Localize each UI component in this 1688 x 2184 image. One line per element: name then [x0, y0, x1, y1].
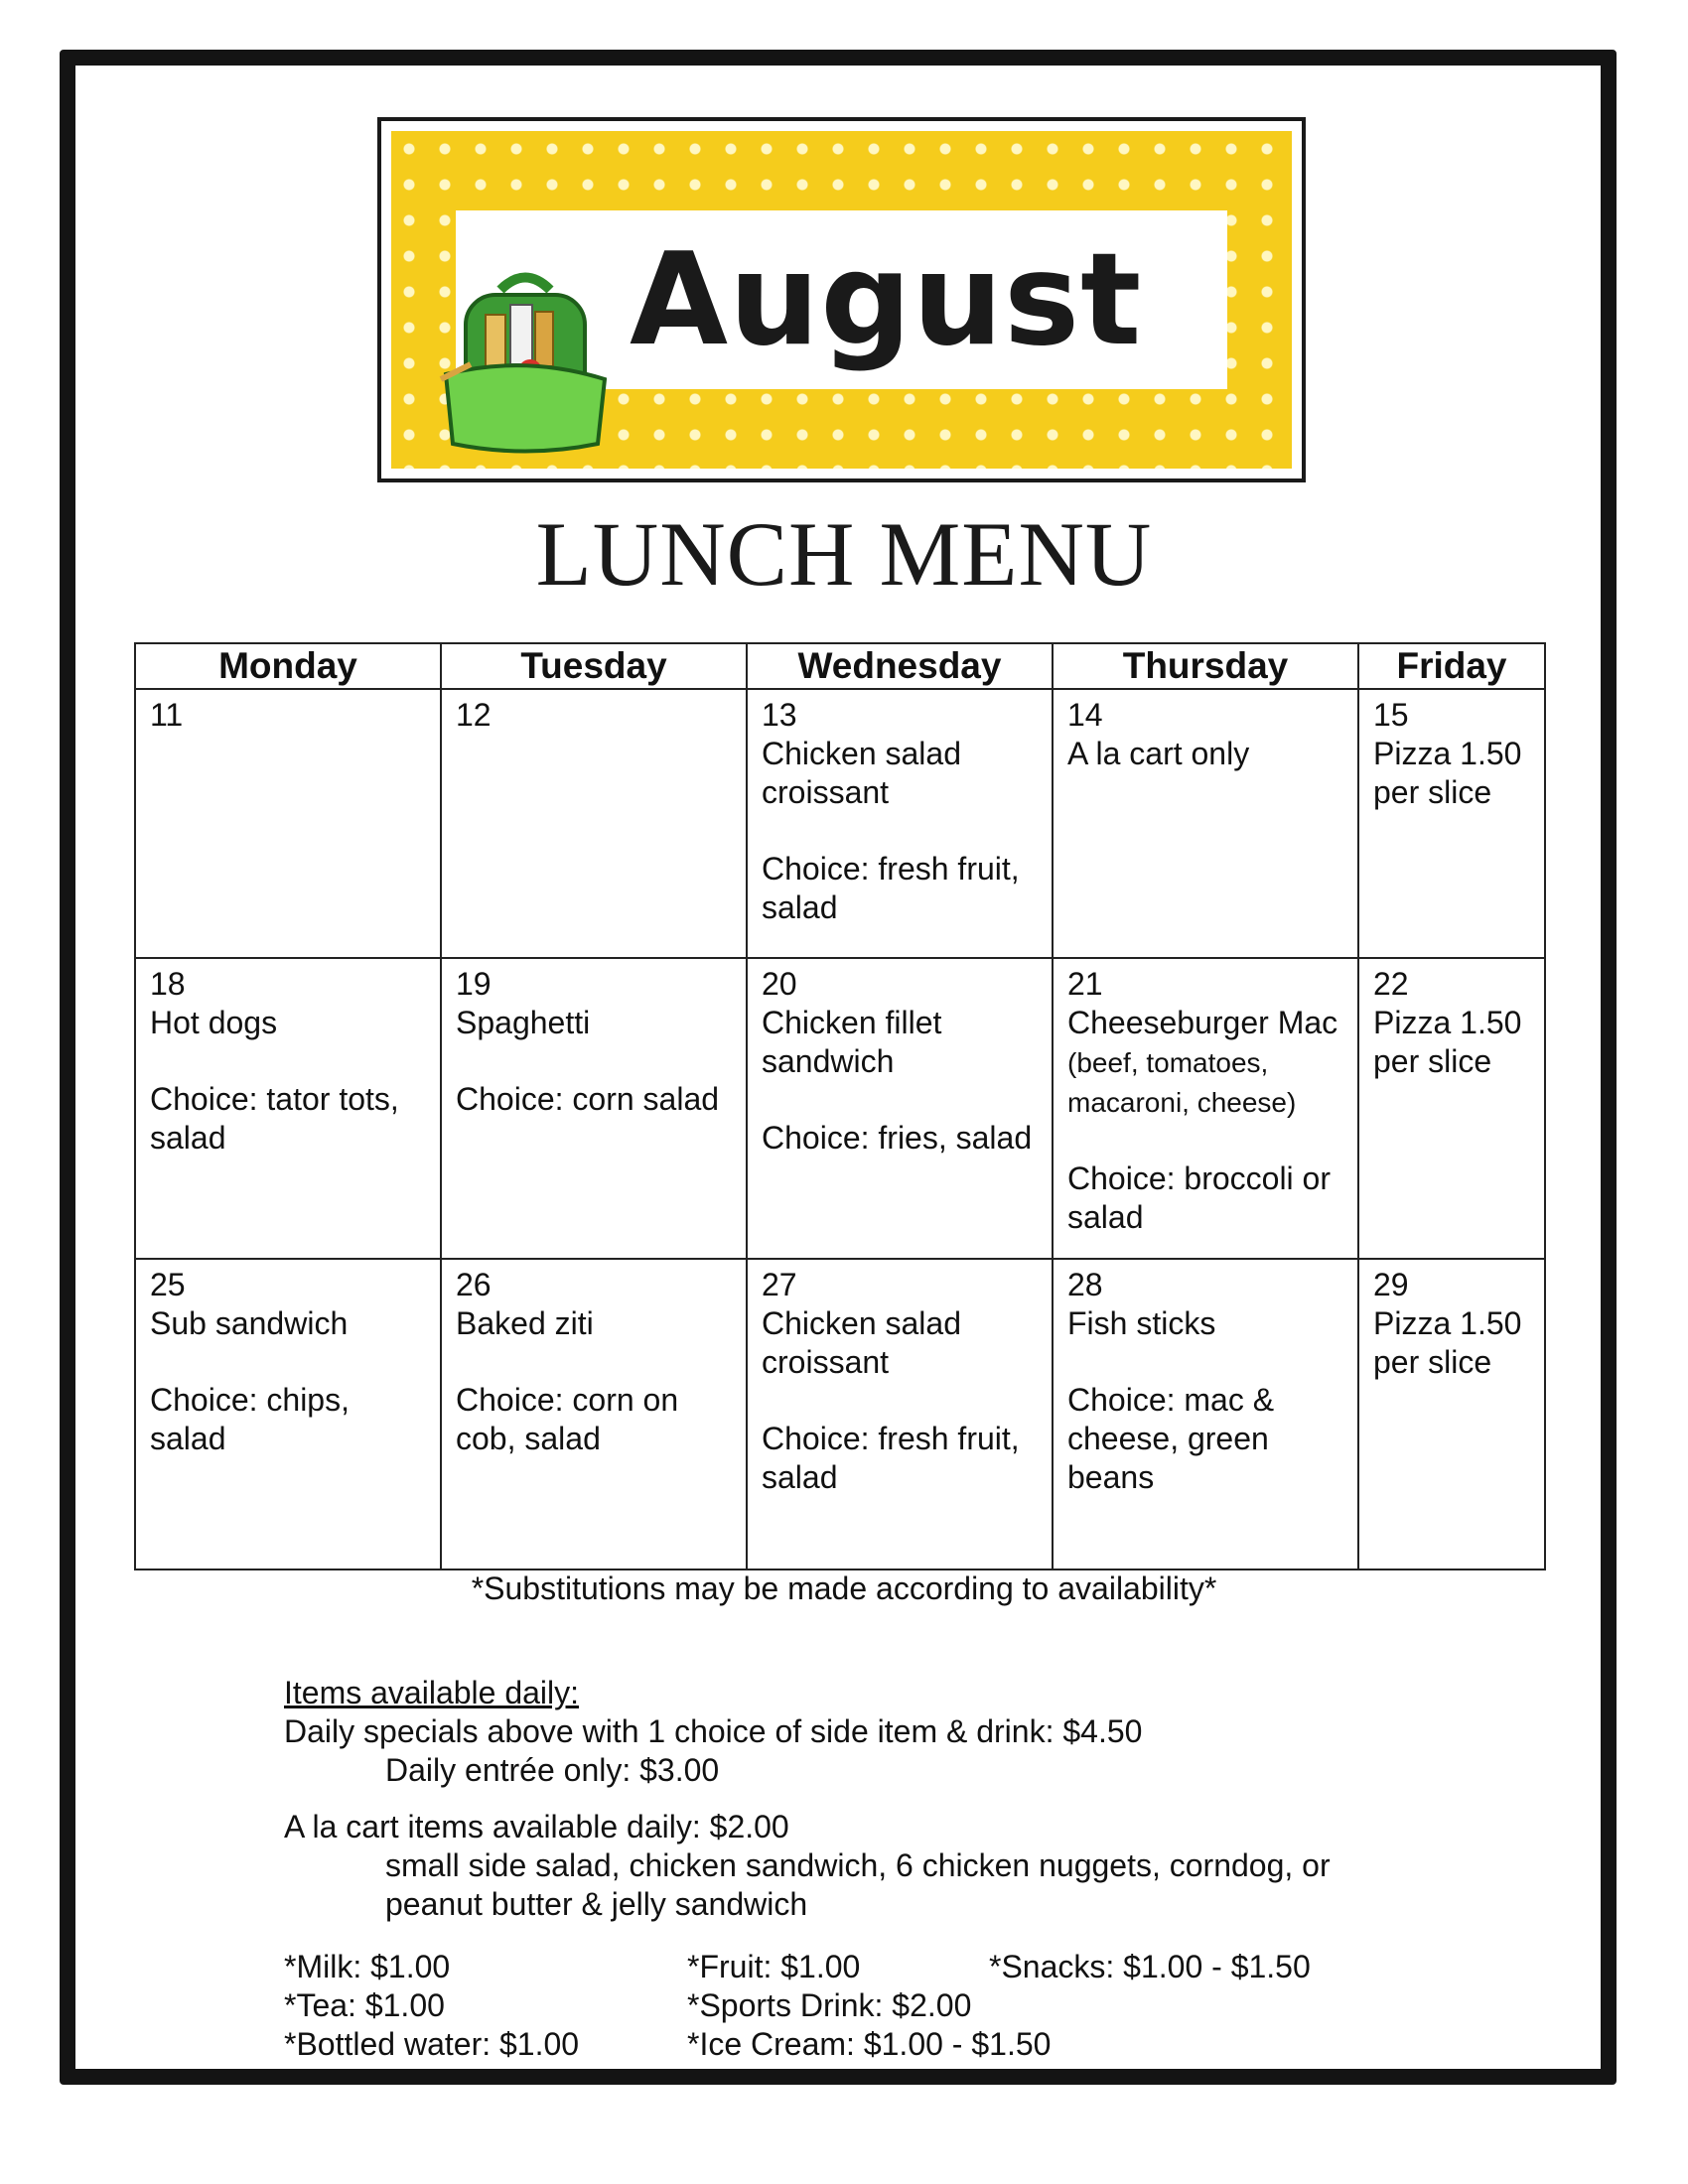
day-number: 29: [1373, 1267, 1409, 1303]
weekday-header: Thursday: [1053, 643, 1358, 689]
side-choice: Choice: broccoli or salad: [1067, 1160, 1331, 1235]
day-number: 25: [150, 1267, 186, 1303]
extra-item: *Bottled water: $1.00: [284, 2026, 580, 2062]
extra-item: *Fruit: $1.00: [687, 1949, 861, 1984]
backpack-icon: [431, 260, 620, 464]
side-choice: Choice: corn on cob, salad: [456, 1382, 679, 1457]
day-cell: [747, 958, 1053, 1260]
day-cell: [1358, 1259, 1545, 1570]
week-row: [135, 958, 1545, 1260]
menu-item: Baked ziti: [456, 1305, 594, 1342]
day-cell: [1053, 958, 1358, 1260]
day-cell: [135, 958, 441, 1260]
extra-item: *Tea: $1.00: [284, 1987, 445, 2023]
weekday-header-row: [135, 643, 1545, 689]
side-choice: Choice: mac & cheese, green beans: [1067, 1382, 1275, 1496]
day-number: 20: [762, 965, 797, 1002]
side-choice: Choice: fries, salad: [762, 1119, 1033, 1156]
weekday-header: Friday: [1358, 643, 1545, 689]
day-cell: [1053, 1259, 1358, 1570]
side-choice: Choice: fresh fruit, salad: [762, 1421, 1020, 1496]
entree-only-price: Daily entrée only: $3.00: [385, 1752, 720, 1788]
daily-items-heading: Items available daily:: [284, 1675, 580, 1710]
day-number: 13: [762, 697, 797, 734]
extra-item: *Ice Cream: $1.00 - $1.50: [687, 2026, 1052, 2062]
lunch-calendar: [134, 642, 1546, 1570]
day-cell: [441, 689, 747, 958]
side-choice: Choice: chips, salad: [150, 1382, 350, 1457]
menu-item: Sub sandwich: [150, 1305, 349, 1342]
extra-item: *Milk: $1.00: [284, 1949, 451, 1984]
extras-column: [284, 1948, 579, 2064]
weekday-header: Tuesday: [441, 643, 747, 689]
extra-item: *Sports Drink: $2.00: [687, 1987, 972, 2023]
daily-specials-price: Daily specials above with 1 choice of side item & drink: $4.50: [284, 1713, 1143, 1749]
menu-item: [1067, 1004, 1343, 1122]
menu-item: Spaghetti: [456, 1004, 591, 1040]
polka-dot-frame: [391, 131, 1292, 469]
day-number: 12: [456, 697, 492, 734]
august-banner: [377, 117, 1306, 482]
day-number: 27: [762, 1267, 797, 1303]
menu-item: Chicken salad croissant: [762, 736, 961, 811]
alacart-items-line: peanut butter & jelly sandwich: [385, 1886, 808, 1922]
alacart-section: [284, 1808, 1331, 1924]
daily-items-section: [284, 1674, 1142, 1790]
alacart-price: A la cart items available daily: $2.00: [284, 1809, 789, 1844]
month-title: August: [630, 225, 1143, 374]
extra-item: *Snacks: $1.00 - $1.50: [989, 1949, 1311, 1984]
day-number: 28: [1067, 1267, 1103, 1303]
day-number: 11: [150, 697, 184, 734]
day-cell: [1358, 958, 1545, 1260]
menu-item: Pizza 1.50 per slice: [1373, 736, 1522, 811]
menu-item-note: (beef, tomatoes, macaroni, cheese): [1067, 1046, 1297, 1118]
day-cell: [441, 1259, 747, 1570]
side-choice: Choice: corn salad: [456, 1080, 720, 1117]
day-number: 21: [1067, 965, 1103, 1002]
day-cell: [135, 689, 441, 958]
side-choice: Choice: fresh fruit, salad: [762, 851, 1020, 926]
day-cell: [747, 689, 1053, 958]
menu-item: Chicken salad croissant: [762, 1305, 961, 1381]
menu-item: Fish sticks: [1067, 1305, 1216, 1342]
day-cell: [1053, 689, 1358, 958]
menu-item-name: Cheeseburger Mac: [1067, 1004, 1338, 1040]
menu-item: Pizza 1.50 per slice: [1373, 1004, 1522, 1079]
side-choice: Choice: tator tots, salad: [150, 1080, 399, 1156]
alacart-items-line: small side salad, chicken sandwich, 6 chicken nuggets, corndog, or: [385, 1847, 1331, 1883]
substitution-note: *Substitutions may be made according to availability*: [471, 1570, 1217, 1606]
day-number: 19: [456, 965, 492, 1002]
week-row: [135, 1259, 1545, 1570]
weekday-header: Wednesday: [747, 643, 1053, 689]
day-number: 26: [456, 1267, 492, 1303]
menu-item: Hot dogs: [150, 1004, 278, 1040]
day-number: 15: [1373, 697, 1409, 734]
menu-item: A la cart only: [1067, 736, 1250, 772]
page-title: LUNCH MENU: [535, 503, 1153, 605]
menu-item: Pizza 1.50 per slice: [1373, 1305, 1522, 1381]
day-number: 22: [1373, 965, 1409, 1002]
day-cell: [135, 1259, 441, 1570]
day-cell: [441, 958, 747, 1260]
week-row: [135, 689, 1545, 958]
day-number: 14: [1067, 697, 1103, 734]
day-cell: [747, 1259, 1053, 1570]
weekday-header: Monday: [135, 643, 441, 689]
menu-item: Chicken fillet sandwich: [762, 1004, 942, 1079]
extras-column: [989, 1948, 1311, 1986]
day-cell: [1358, 689, 1545, 958]
day-number: 18: [150, 965, 186, 1002]
